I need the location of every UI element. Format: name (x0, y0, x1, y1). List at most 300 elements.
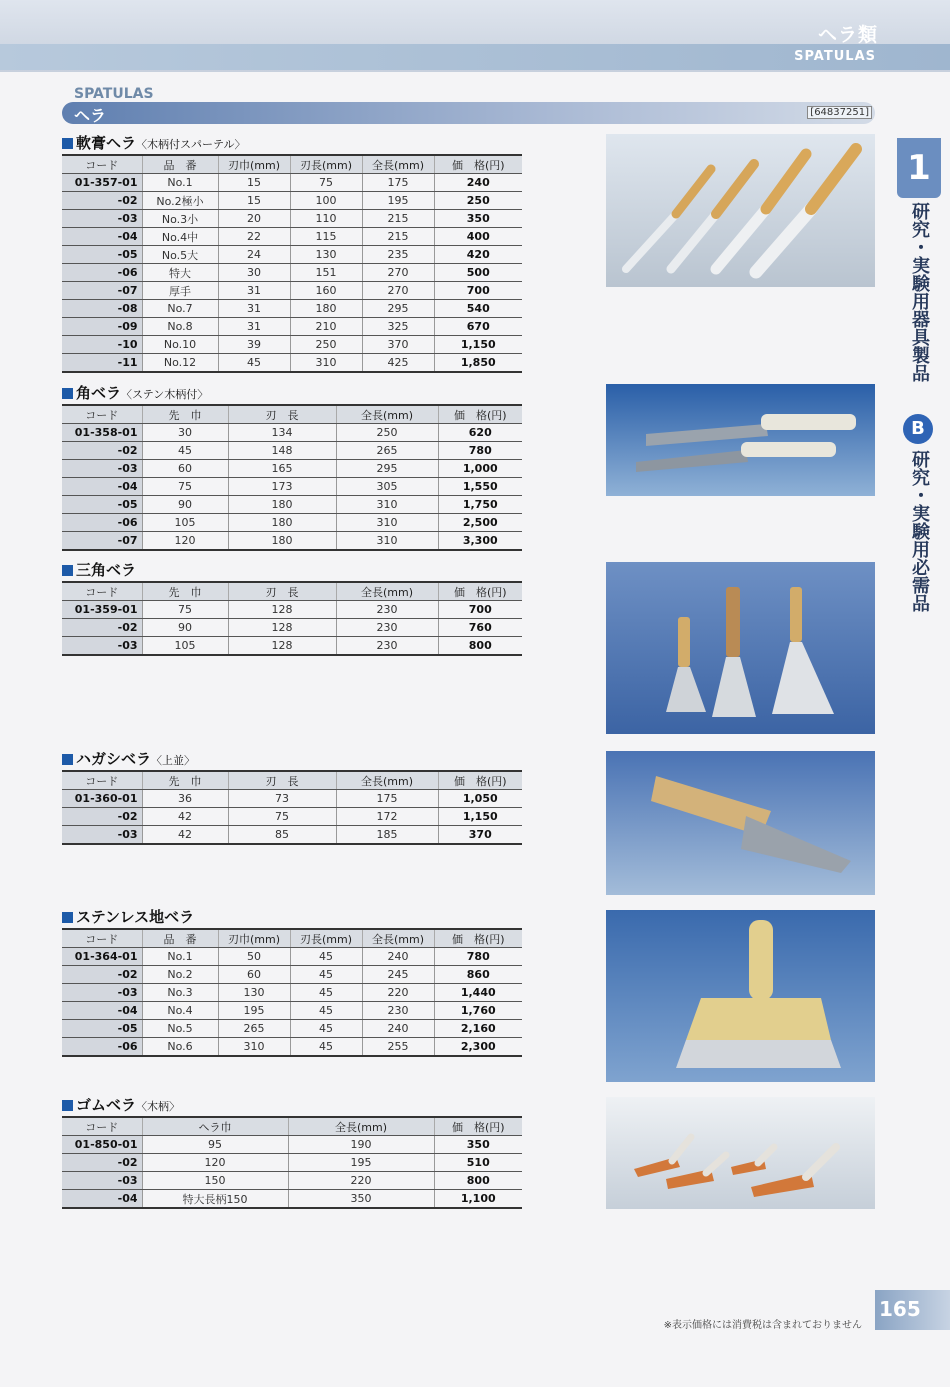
product-code: -02 (62, 619, 142, 637)
product-code: -07 (62, 532, 142, 551)
table-cell: 325 (362, 318, 434, 336)
price-cell: 860 (434, 966, 522, 984)
product-title-text: 軟膏ヘラ (76, 134, 137, 152)
table-cell: 175 (362, 174, 434, 192)
table-row[interactable] (62, 1020, 522, 1038)
table-cell: 45 (290, 1002, 362, 1020)
column-header: ヘラ巾 (142, 1117, 288, 1136)
table-cell: 270 (362, 264, 434, 282)
column-header: コード (62, 929, 142, 948)
table-cell: 150 (142, 1172, 288, 1190)
table-row[interactable] (62, 300, 522, 318)
column-header: コード (62, 582, 142, 601)
table-row[interactable] (62, 228, 522, 246)
table-cell: 180 (290, 300, 362, 318)
table-row[interactable] (62, 1154, 522, 1172)
column-header: 刃 長 (228, 405, 336, 424)
table-cell: 180 (228, 514, 336, 532)
price-cell: 1,850 (434, 354, 522, 373)
product-title (62, 559, 522, 581)
table-row[interactable] (62, 174, 522, 192)
table-cell: 195 (362, 192, 434, 210)
table-cell: 215 (362, 210, 434, 228)
table-cell: 210 (290, 318, 362, 336)
price-cell: 250 (434, 192, 522, 210)
table-cell: 39 (218, 336, 290, 354)
price-cell: 510 (434, 1154, 522, 1172)
table-cell: 31 (218, 300, 290, 318)
column-header: 刃巾(mm) (218, 155, 290, 174)
table-cell: 128 (228, 619, 336, 637)
table-cell: 45 (218, 354, 290, 373)
table-cell: 255 (362, 1038, 434, 1057)
table-row[interactable] (62, 532, 522, 551)
column-header: コード (62, 1117, 142, 1136)
table-cell: 45 (290, 984, 362, 1002)
table-cell: 22 (218, 228, 290, 246)
table-cell: 310 (336, 496, 438, 514)
table-row[interactable] (62, 637, 522, 656)
spatula-knives-icon (606, 134, 875, 287)
table-cell: No.6 (142, 1038, 218, 1057)
column-header: 刃長(mm) (290, 929, 362, 948)
table-cell: 75 (228, 808, 336, 826)
table-cell: 90 (142, 496, 228, 514)
product-code: -02 (62, 442, 142, 460)
table-cell: 24 (218, 246, 290, 264)
table-row[interactable] (62, 1190, 522, 1209)
table-row[interactable] (62, 948, 522, 966)
price-table (62, 154, 522, 373)
footnote: ※表示価格には消費税は含まれておりません (663, 1320, 862, 1331)
product-code: -03 (62, 1172, 142, 1190)
product-code: -05 (62, 1020, 142, 1038)
table-cell: 350 (288, 1190, 434, 1209)
table-cell: 130 (218, 984, 290, 1002)
price-table (62, 770, 522, 845)
product-code: -06 (62, 514, 142, 532)
product-title-text: 角ベラ (76, 384, 122, 402)
table-cell: 310 (336, 532, 438, 551)
price-cell: 700 (434, 282, 522, 300)
product-code: 01-358-01 (62, 424, 142, 442)
column-header: 全長(mm) (362, 929, 434, 948)
table-cell: 105 (142, 637, 228, 656)
table-cell: 75 (142, 601, 228, 619)
column-header: 刃巾(mm) (218, 929, 290, 948)
table-cell: 31 (218, 282, 290, 300)
chapter-title: 研究・実験用器具製品 (909, 202, 930, 382)
sub-badge: B (903, 414, 933, 444)
product-code: -02 (62, 192, 142, 210)
table-row[interactable] (62, 808, 522, 826)
table-cell: No.8 (142, 318, 218, 336)
product-code: 01-364-01 (62, 948, 142, 966)
table-cell: No.12 (142, 354, 218, 373)
table-row[interactable] (62, 442, 522, 460)
table-cell: 105 (142, 514, 228, 532)
product-title (62, 1094, 522, 1116)
table-cell: 370 (362, 336, 434, 354)
table-cell: 60 (218, 966, 290, 984)
product-block (62, 382, 522, 551)
product-code: -08 (62, 300, 142, 318)
table-cell: 245 (362, 966, 434, 984)
table-row[interactable] (62, 826, 522, 845)
product-code: -02 (62, 966, 142, 984)
product-title (62, 906, 522, 928)
product-code: -02 (62, 808, 142, 826)
table-cell: 220 (288, 1172, 434, 1190)
table-cell: 175 (336, 790, 438, 808)
price-cell: 620 (438, 424, 522, 442)
table-cell: 128 (228, 637, 336, 656)
column-header: 全長(mm) (362, 155, 434, 174)
price-cell: 760 (438, 619, 522, 637)
table-cell: 172 (336, 808, 438, 826)
table-cell: 240 (362, 1020, 434, 1038)
table-cell: 110 (290, 210, 362, 228)
price-cell: 1,150 (434, 336, 522, 354)
table-row[interactable] (62, 336, 522, 354)
price-cell: 2,500 (438, 514, 522, 532)
table-row[interactable] (62, 1136, 522, 1154)
price-cell: 780 (434, 948, 522, 966)
product-code: -07 (62, 282, 142, 300)
table-cell: 120 (142, 532, 228, 551)
product-block (62, 132, 522, 373)
table-row[interactable] (62, 496, 522, 514)
table-cell: 36 (142, 790, 228, 808)
column-header: 刃 長 (228, 582, 336, 601)
table-cell: 180 (228, 496, 336, 514)
table-cell: 42 (142, 808, 228, 826)
product-subtitle: 〈木柄付スパーテル〉 (136, 138, 246, 151)
column-header: 先 巾 (142, 405, 228, 424)
product-code: -03 (62, 460, 142, 478)
table-cell: 190 (288, 1136, 434, 1154)
bullet-square-icon (62, 1100, 73, 1111)
price-cell: 2,160 (434, 1020, 522, 1038)
product-subtitle: 〈上並〉 (151, 754, 196, 767)
table-cell: 90 (142, 619, 228, 637)
table-row[interactable] (62, 192, 522, 210)
table-cell: 230 (336, 601, 438, 619)
table-cell: 220 (362, 984, 434, 1002)
table-row[interactable] (62, 966, 522, 984)
product-block (62, 1094, 522, 1209)
table-cell: No.10 (142, 336, 218, 354)
table-header-row (62, 1117, 522, 1136)
table-cell: 75 (142, 478, 228, 496)
price-table (62, 928, 522, 1057)
price-cell: 500 (434, 264, 522, 282)
product-code: -04 (62, 478, 142, 496)
sub-title: 研究・実験用必需品 (909, 450, 930, 612)
price-cell: 780 (438, 442, 522, 460)
table-cell: 15 (218, 174, 290, 192)
column-header: 価 格(円) (438, 405, 522, 424)
table-row[interactable] (62, 1172, 522, 1190)
table-cell: 195 (218, 1002, 290, 1020)
column-header: コード (62, 405, 142, 424)
product-title-text: ハガシベラ (76, 750, 152, 768)
product-code: -05 (62, 246, 142, 264)
price-cell: 3,300 (438, 532, 522, 551)
table-cell: 30 (142, 424, 228, 442)
bullet-square-icon (62, 138, 73, 149)
table-row[interactable] (62, 354, 522, 373)
price-table (62, 404, 522, 551)
product-code: -06 (62, 264, 142, 282)
table-row[interactable] (62, 601, 522, 619)
table-row[interactable] (62, 264, 522, 282)
table-cell: 95 (142, 1136, 288, 1154)
price-cell: 370 (438, 826, 522, 845)
table-cell: No.3 (142, 984, 218, 1002)
product-code: -06 (62, 1038, 142, 1057)
table-cell: 310 (218, 1038, 290, 1057)
product-code: -03 (62, 210, 142, 228)
table-cell: 115 (290, 228, 362, 246)
price-cell: 800 (438, 637, 522, 656)
section-label-en: SPATULAS (74, 86, 154, 102)
price-cell: 1,750 (438, 496, 522, 514)
table-row[interactable] (62, 514, 522, 532)
table-cell: No.2極小 (142, 192, 218, 210)
price-cell: 1,050 (438, 790, 522, 808)
table-row[interactable] (62, 790, 522, 808)
table-cell: No.5 (142, 1020, 218, 1038)
table-cell: 250 (336, 424, 438, 442)
column-header: 全長(mm) (336, 405, 438, 424)
column-header: 価 格(円) (434, 1117, 522, 1136)
bullet-square-icon (62, 388, 73, 399)
column-header: 刃長(mm) (290, 155, 362, 174)
table-cell: 特大 (142, 264, 218, 282)
table-row[interactable] (62, 460, 522, 478)
rubber-spatula-icon (606, 1097, 875, 1209)
price-cell: 400 (434, 228, 522, 246)
page-number: 165 (875, 1290, 950, 1330)
table-cell: No.2 (142, 966, 218, 984)
table-cell: 厚手 (142, 282, 218, 300)
product-code: -10 (62, 336, 142, 354)
price-cell: 350 (434, 210, 522, 228)
table-row[interactable] (62, 1038, 522, 1057)
table-row[interactable] (62, 424, 522, 442)
table-header-row (62, 582, 522, 601)
table-cell: 270 (362, 282, 434, 300)
product-code: 01-360-01 (62, 790, 142, 808)
table-header-row (62, 155, 522, 174)
product-block (62, 559, 522, 656)
table-cell: No.5大 (142, 246, 218, 264)
table-cell: 165 (228, 460, 336, 478)
table-row[interactable] (62, 246, 522, 264)
price-cell: 350 (434, 1136, 522, 1154)
table-cell: 173 (228, 478, 336, 496)
product-title (62, 132, 522, 154)
product-code: -11 (62, 354, 142, 373)
table-cell: 425 (362, 354, 434, 373)
table-cell: 128 (228, 601, 336, 619)
table-cell: 151 (290, 264, 362, 282)
product-code: -04 (62, 1190, 142, 1209)
price-cell: 1,760 (434, 1002, 522, 1020)
product-title (62, 748, 522, 770)
price-cell: 240 (434, 174, 522, 192)
price-cell: 1,550 (438, 478, 522, 496)
table-row[interactable] (62, 318, 522, 336)
column-header: コード (62, 771, 142, 790)
table-header-row (62, 405, 522, 424)
table-cell: 73 (228, 790, 336, 808)
price-cell: 420 (434, 246, 522, 264)
price-table (62, 581, 522, 656)
section-bar (62, 102, 875, 124)
table-cell: 130 (290, 246, 362, 264)
table-cell: 45 (290, 1020, 362, 1038)
section-label-jp: ヘラ (74, 106, 107, 125)
table-cell: 148 (228, 442, 336, 460)
table-cell: 85 (228, 826, 336, 845)
table-cell: 45 (290, 1038, 362, 1057)
table-cell: 30 (218, 264, 290, 282)
table-cell: No.4 (142, 1002, 218, 1020)
price-table (62, 1116, 522, 1209)
column-header: 全長(mm) (336, 771, 438, 790)
table-row[interactable] (62, 1002, 522, 1020)
price-cell: 1,150 (438, 808, 522, 826)
table-cell: 60 (142, 460, 228, 478)
table-header-row (62, 771, 522, 790)
table-cell: 120 (142, 1154, 288, 1172)
table-cell: 15 (218, 192, 290, 210)
column-header: 品 番 (142, 155, 218, 174)
table-cell: 42 (142, 826, 228, 845)
table-cell: No.1 (142, 948, 218, 966)
table-row[interactable] (62, 619, 522, 637)
table-cell: No.4中 (142, 228, 218, 246)
table-cell: 160 (290, 282, 362, 300)
table-cell: 75 (290, 174, 362, 192)
price-cell: 1,440 (434, 984, 522, 1002)
product-code: -03 (62, 637, 142, 656)
bullet-square-icon (62, 565, 73, 576)
product-code: -04 (62, 228, 142, 246)
table-cell: No.1 (142, 174, 218, 192)
product-code: 01-357-01 (62, 174, 142, 192)
scraper-icon (606, 384, 875, 496)
table-cell: 45 (290, 966, 362, 984)
column-header: 価 格(円) (438, 582, 522, 601)
product-block (62, 906, 522, 1057)
column-header: 先 巾 (142, 771, 228, 790)
column-header: 全長(mm) (336, 582, 438, 601)
table-cell: 180 (228, 532, 336, 551)
product-code: -03 (62, 984, 142, 1002)
table-cell: 195 (288, 1154, 434, 1172)
table-row[interactable] (62, 282, 522, 300)
table-cell: 100 (290, 192, 362, 210)
table-row[interactable] (62, 984, 522, 1002)
product-code: -03 (62, 826, 142, 845)
table-cell: 235 (362, 246, 434, 264)
bullet-square-icon (62, 754, 73, 765)
price-cell: 540 (434, 300, 522, 318)
column-header: 品 番 (142, 929, 218, 948)
column-header: 刃 長 (228, 771, 336, 790)
section-code: [64837251] (807, 106, 872, 119)
table-row[interactable] (62, 210, 522, 228)
product-code: 01-359-01 (62, 601, 142, 619)
table-cell: 185 (336, 826, 438, 845)
price-cell: 670 (434, 318, 522, 336)
table-cell: 250 (290, 336, 362, 354)
triangle-spatula-icon (606, 562, 875, 734)
price-cell: 2,300 (434, 1038, 522, 1057)
table-cell: 230 (336, 637, 438, 656)
bullet-square-icon (62, 912, 73, 923)
price-cell: 1,000 (438, 460, 522, 478)
product-code: -04 (62, 1002, 142, 1020)
table-cell: 230 (336, 619, 438, 637)
table-row[interactable] (62, 478, 522, 496)
column-header: 価 格(円) (434, 929, 522, 948)
table-cell: 305 (336, 478, 438, 496)
product-code: -02 (62, 1154, 142, 1172)
table-cell: 265 (336, 442, 438, 460)
product-code: -05 (62, 496, 142, 514)
price-cell: 700 (438, 601, 522, 619)
column-header: 価 格(円) (434, 155, 522, 174)
price-cell: 1,100 (434, 1190, 522, 1209)
table-cell: 295 (336, 460, 438, 478)
table-cell: 45 (142, 442, 228, 460)
header-title-jp: ヘラ類 (817, 24, 878, 46)
product-title-text: ステンレス地ベラ (76, 908, 195, 926)
price-cell: 800 (434, 1172, 522, 1190)
table-cell: 31 (218, 318, 290, 336)
product-block (62, 748, 522, 845)
column-header: コード (62, 155, 142, 174)
table-cell: 134 (228, 424, 336, 442)
table-cell: No.7 (142, 300, 218, 318)
product-title-text: ゴムベラ (76, 1096, 137, 1114)
wide-spatula-icon (606, 910, 875, 1082)
table-cell: 295 (362, 300, 434, 318)
product-code: 01-850-01 (62, 1136, 142, 1154)
table-cell: 310 (336, 514, 438, 532)
table-cell: 特大長柄150 (142, 1190, 288, 1209)
product-subtitle: 〈木柄〉 (136, 1100, 181, 1113)
product-code: -09 (62, 318, 142, 336)
header-title-en: SPATULAS (794, 49, 876, 64)
table-cell: No.3小 (142, 210, 218, 228)
product-title-text: 三角ベラ (76, 561, 137, 579)
table-cell: 310 (290, 354, 362, 373)
column-header: 全長(mm) (288, 1117, 434, 1136)
side-tab[interactable] (897, 138, 941, 638)
table-cell: 240 (362, 948, 434, 966)
table-cell: 230 (362, 1002, 434, 1020)
table-cell: 50 (218, 948, 290, 966)
peeling-spatula-icon (606, 751, 875, 895)
chapter-number: 1 (897, 138, 941, 198)
table-cell: 20 (218, 210, 290, 228)
table-cell: 265 (218, 1020, 290, 1038)
